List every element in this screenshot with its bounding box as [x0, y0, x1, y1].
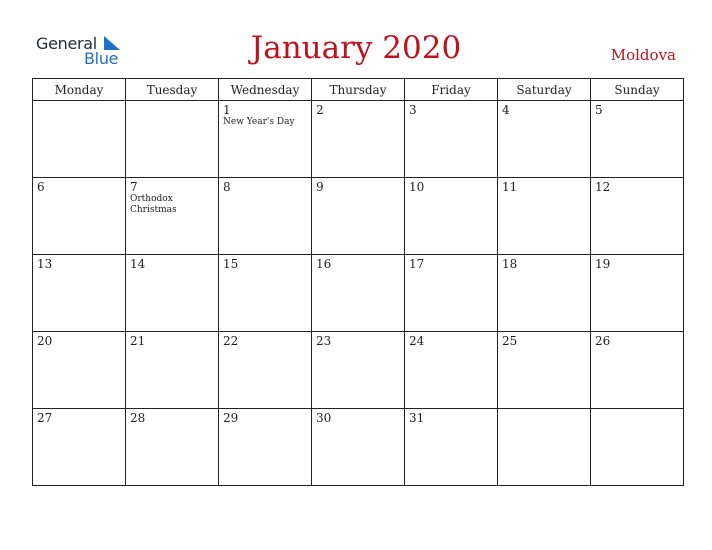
day-number: 31	[409, 411, 425, 425]
day-cell	[219, 178, 312, 255]
day-number: 21	[130, 334, 146, 348]
logo-word-blue: Blue	[84, 49, 119, 68]
day-number: 30	[316, 411, 332, 425]
day-number: 19	[595, 257, 611, 271]
weekday-header: Monday	[33, 79, 126, 101]
day-cell	[405, 255, 498, 332]
day-number: 6	[37, 180, 45, 194]
day-number: 13	[37, 257, 53, 271]
day-cell	[312, 101, 405, 178]
day-cell	[498, 332, 591, 409]
week-row	[33, 332, 684, 409]
day-number: 12	[595, 180, 611, 194]
day-number: 9	[316, 180, 324, 194]
day-cell	[498, 255, 591, 332]
day-cell	[126, 409, 219, 486]
day-number: 28	[130, 411, 146, 425]
day-cell	[219, 101, 312, 178]
day-number: 11	[502, 180, 518, 194]
day-cell	[312, 409, 405, 486]
day-cell	[312, 255, 405, 332]
country-label: Moldova	[610, 46, 676, 64]
day-number: 20	[37, 334, 53, 348]
calendar-grid	[32, 78, 684, 486]
day-number: 8	[223, 180, 231, 194]
day-cell	[312, 178, 405, 255]
calendar-title: January 2020	[250, 30, 462, 66]
day-cell	[498, 178, 591, 255]
day-cell	[126, 332, 219, 409]
day-cell	[33, 255, 126, 332]
day-number: 17	[409, 257, 425, 271]
day-number: 10	[409, 180, 425, 194]
holiday-label: Orthodox Christmas	[130, 194, 177, 215]
day-cell	[33, 101, 126, 178]
day-number: 18	[502, 257, 518, 271]
day-cell	[591, 101, 684, 178]
day-cell	[405, 101, 498, 178]
day-cell	[405, 332, 498, 409]
holiday-label: New Year's Day	[223, 117, 295, 127]
day-cell	[126, 255, 219, 332]
day-cell	[591, 255, 684, 332]
day-number: 25	[502, 334, 518, 348]
day-cell	[33, 332, 126, 409]
day-number: 2	[316, 103, 324, 117]
day-number: 23	[316, 334, 332, 348]
day-number: 27	[37, 411, 53, 425]
weekday-header: Sunday	[591, 79, 684, 101]
day-cell	[591, 178, 684, 255]
week-row	[33, 255, 684, 332]
day-cell	[33, 409, 126, 486]
week-row	[33, 101, 684, 178]
day-number: 3	[409, 103, 417, 117]
day-number: 15	[223, 257, 239, 271]
day-cell	[312, 332, 405, 409]
day-cell	[126, 178, 219, 255]
day-cell	[405, 409, 498, 486]
day-cell	[219, 332, 312, 409]
weekday-header-row	[33, 79, 684, 101]
day-number: 14	[130, 257, 146, 271]
weekday-header: Wednesday	[219, 79, 312, 101]
weekday-header: Thursday	[312, 79, 405, 101]
day-cell	[219, 409, 312, 486]
weekday-header: Friday	[405, 79, 498, 101]
day-cell	[498, 409, 591, 486]
logo-word-general: General	[36, 34, 97, 53]
day-number: 1	[223, 103, 231, 117]
weekday-header: Tuesday	[126, 79, 219, 101]
day-number: 29	[223, 411, 239, 425]
day-number: 24	[409, 334, 425, 348]
day-cell	[33, 178, 126, 255]
day-number: 22	[223, 334, 239, 348]
day-cell	[591, 332, 684, 409]
week-row	[33, 178, 684, 255]
day-number: 7	[130, 180, 138, 194]
day-cell	[405, 178, 498, 255]
weekday-header: Saturday	[498, 79, 591, 101]
day-cell	[219, 255, 312, 332]
day-cell	[126, 101, 219, 178]
week-row	[33, 409, 684, 486]
day-cell	[591, 409, 684, 486]
day-number: 26	[595, 334, 611, 348]
day-number: 5	[595, 103, 603, 117]
day-number: 4	[502, 103, 510, 117]
day-number: 16	[316, 257, 332, 271]
day-cell	[498, 101, 591, 178]
